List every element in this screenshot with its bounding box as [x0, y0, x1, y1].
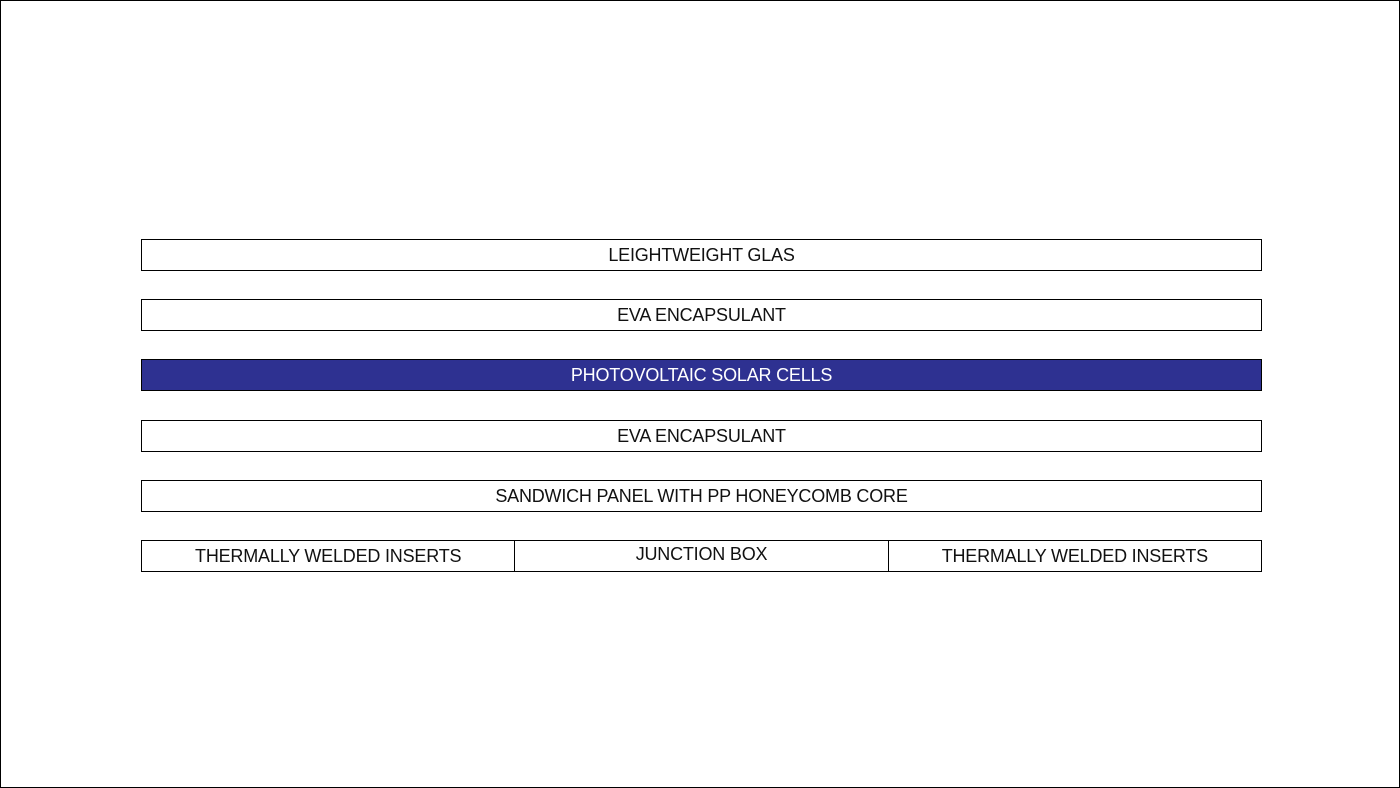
cell-label: THERMALLY WELDED INSERTS [195, 545, 462, 566]
layer-label: SANDWICH PANEL WITH PP HONEYCOMB CORE [495, 485, 908, 506]
layer-eva-encapsulant-bottom [141, 420, 1262, 452]
cell-thermally-welded-inserts-left [142, 541, 514, 571]
layer-label: LEIGHTWEIGHT GLAS [608, 244, 795, 265]
layer-photovoltaic-solar-cells [141, 359, 1262, 391]
cell-label: THERMALLY WELDED INSERTS [941, 545, 1208, 566]
layer-label: EVA ENCAPSULANT [617, 425, 786, 446]
cell-thermally-welded-inserts-right [888, 541, 1261, 571]
layer-bottom-components [141, 540, 1262, 572]
layer-lightweight-glass [141, 239, 1262, 271]
layer-eva-encapsulant-top [141, 299, 1262, 331]
cell-junction-box [514, 541, 887, 571]
layer-label: PHOTOVOLTAIC SOLAR CELLS [570, 364, 833, 385]
cell-label: JUNCTION BOX [635, 543, 768, 564]
layer-sandwich-panel [141, 480, 1262, 512]
layer-label: EVA ENCAPSULANT [617, 304, 786, 325]
